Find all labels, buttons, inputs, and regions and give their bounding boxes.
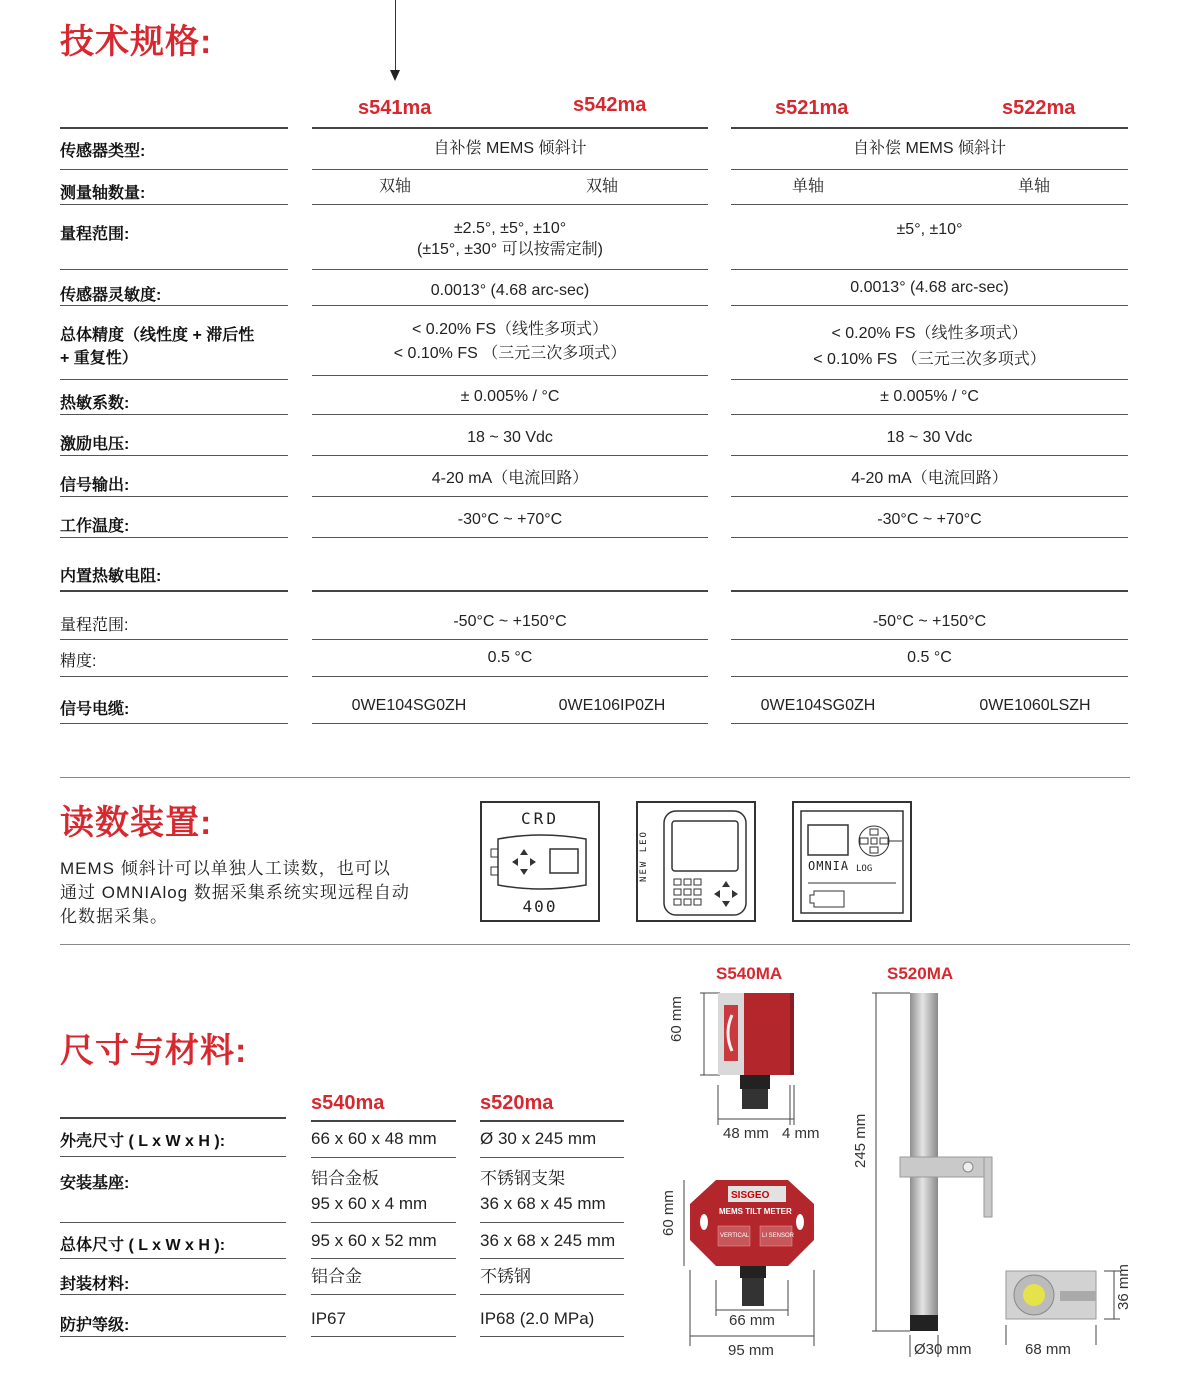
thermal-right: ± 0.005% / °C [880,388,979,405]
ip-s520: IP68 (2.0 MPa) [480,1309,595,1328]
dim-36mm: 36 mm [1115,1264,1132,1310]
thermistor-range-right: -50°C ~ +150°C [872,613,987,630]
specs-title: 技术规格: [60,23,213,61]
dim-245mm: 245 mm [852,1113,869,1168]
output-right: 4-20 mA（电流回路） [851,470,1008,487]
row-label-thermal: 热敏系数: [60,395,130,412]
dim-label-housing: 外壳尺寸 ( L x W x H ): [60,1133,226,1150]
model-s542ma: s542ma [573,94,647,116]
thermistor-range-left: -50°C ~ +150°C [453,613,567,630]
thermistor-accuracy-right: 0.5 °C [907,649,952,666]
s540-side-view-image [680,985,840,1125]
housing-s520: Ø 30 x 245 mm [480,1129,597,1148]
material-s540: 铝合金 [311,1267,362,1286]
row-label-sensitivity: 传感器灵敏度: [60,287,162,304]
range-right: ±5°, ±10° [896,221,963,238]
cable-s521: 0WE104SG0ZH [760,697,876,714]
readout-line-3: 化数据采集。 [60,907,168,926]
range-left: ±2.5°, ±5°, ±10° [453,220,567,237]
dim-30mm: Ø30 mm [914,1341,972,1358]
voltage-right: 18 ~ 30 Vdc [886,429,973,446]
readout-line-1: MEMS 倾斜计可以单独人工读数，也可以 [60,859,391,878]
crd400-body-icon [488,831,592,893]
mount-s540-material: 铝合金板 [311,1169,379,1188]
omnialog-device-image: OMNIA LOG [792,801,912,922]
sensor-type-right: 自补偿 MEMS 倾斜计 [853,140,1006,157]
dim-label-overall: 总体尺寸 ( L x W x H ): [60,1237,226,1254]
mount-s520-material: 不锈钢支架 [480,1169,565,1188]
axes-s521: 单轴 [791,178,824,195]
output-left: 4-20 mA（电流回路） [431,470,589,487]
divider [731,127,1128,129]
thermistor-title: 内置热敏电阻: [60,568,162,585]
dim-4mm: 4 mm [782,1125,820,1142]
thermistor-accuracy-left: 0.5 °C [487,649,533,666]
dim-48mm: 48 mm [723,1125,769,1142]
divider [60,127,288,129]
accuracy-right-cubic: < 0.10% FS （三元三次多项式） [813,351,1046,368]
row-label-sensor-type: 传感器类型: [60,143,146,160]
sensitivity-left: 0.0013° (4.68 arc-sec) [430,282,590,299]
cable-s522: 0WE1060LSZH [979,697,1091,714]
dim-label-mount: 安装基座: [60,1175,130,1192]
temp-right: -30°C ~ +70°C [877,511,982,528]
divider [312,127,708,129]
crd400-device-image: CRD 400 [480,801,600,922]
row-label-output: 信号输出: [60,477,130,494]
accuracy-left-cubic: < 0.10% FS （三元三次多项式） [393,345,627,362]
newleo-device-image: NEW LEO [636,801,756,922]
thermistor-accuracy-label: 精度: [60,653,97,670]
axes-s542: 双轴 [585,178,618,195]
drawing-s520-title: S520MA [887,964,954,983]
mount-s520-size: 36 x 68 x 45 mm [480,1194,606,1213]
cable-label: 信号电缆: [60,701,130,718]
axes-s541: 双轴 [378,178,411,195]
model-s541ma: s541ma [358,97,432,119]
device-label: MEMS TILT METER [719,1207,792,1216]
accuracy-left-linear: < 0.20% FS（线性多项式） [411,321,609,338]
thermal-left: ± 0.005% / °C [460,388,560,405]
row-label-accuracy-2: + 重复性） [60,350,138,367]
readout-title: 读数装置: [60,804,213,842]
dim-label-ip: 防护等级: [60,1317,130,1334]
model-s521ma: s521ma [775,97,849,119]
housing-s540: 66 x 60 x 48 mm [311,1129,437,1148]
sensitivity-right: 0.0013° (4.68 arc-sec) [850,279,1009,296]
dims-title: 尺寸与材料: [60,1032,248,1070]
row-label-temp: 工作温度: [60,518,130,535]
model-s520ma: s520ma [480,1092,554,1114]
row-label-range: 量程范围: [60,226,130,243]
dim-60mm-side: 60 mm [668,996,685,1042]
newleo-body-icon [660,809,750,917]
device-sub-label-left: VERTICAL [720,1233,750,1239]
readout-line-2: 通过 OMNIAlog 数据采集系统实现远程自动 [60,883,410,902]
mount-s540-size: 95 x 60 x 4 mm [311,1194,428,1213]
row-label-accuracy: 总体精度（线性度 + 滞后性 [60,327,255,344]
material-s520: 不锈钢 [480,1267,531,1286]
row-label-axes: 测量轴数量: [60,185,146,202]
voltage-left: 18 ~ 30 Vdc [467,429,553,446]
arrow-down-icon [390,70,400,81]
model-s540ma: s540ma [311,1092,385,1114]
brand-label: SISGEO [731,1190,770,1201]
model-s522ma: s522ma [1002,97,1076,119]
dim-60mm-front: 60 mm [660,1190,677,1236]
ip-s540: IP67 [311,1309,346,1328]
dim-68mm: 68 mm [1025,1341,1071,1358]
thermistor-range-label: 量程范围: [60,617,129,634]
dim-label-material: 封装材料: [60,1276,130,1293]
pointer-line [395,0,396,72]
dim-95mm: 95 mm [728,1342,774,1359]
accuracy-right-linear: < 0.20% FS（线性多项式） [831,325,1028,342]
axes-s522: 单轴 [1017,178,1050,195]
cable-s542: 0WE106IP0ZH [558,697,666,714]
overall-s520: 36 x 68 x 245 mm [480,1231,616,1250]
cable-s541: 0WE104SG0ZH [351,697,467,714]
temp-left: -30°C ~ +70°C [457,511,563,528]
overall-s540: 95 x 60 x 52 mm [311,1231,437,1250]
device-sub-label-right: LI SENSOR [762,1233,795,1239]
sensor-type-left: 自补偿 MEMS 倾斜计 [433,140,587,157]
dim-66mm: 66 mm [729,1312,775,1329]
range-left-custom: (±15°, ±30° 可以按需定制) [417,241,603,258]
drawing-s540-title: S540MA [716,964,783,983]
row-label-voltage: 激励电压: [60,436,130,453]
s520-side-view-image [860,985,1000,1365]
